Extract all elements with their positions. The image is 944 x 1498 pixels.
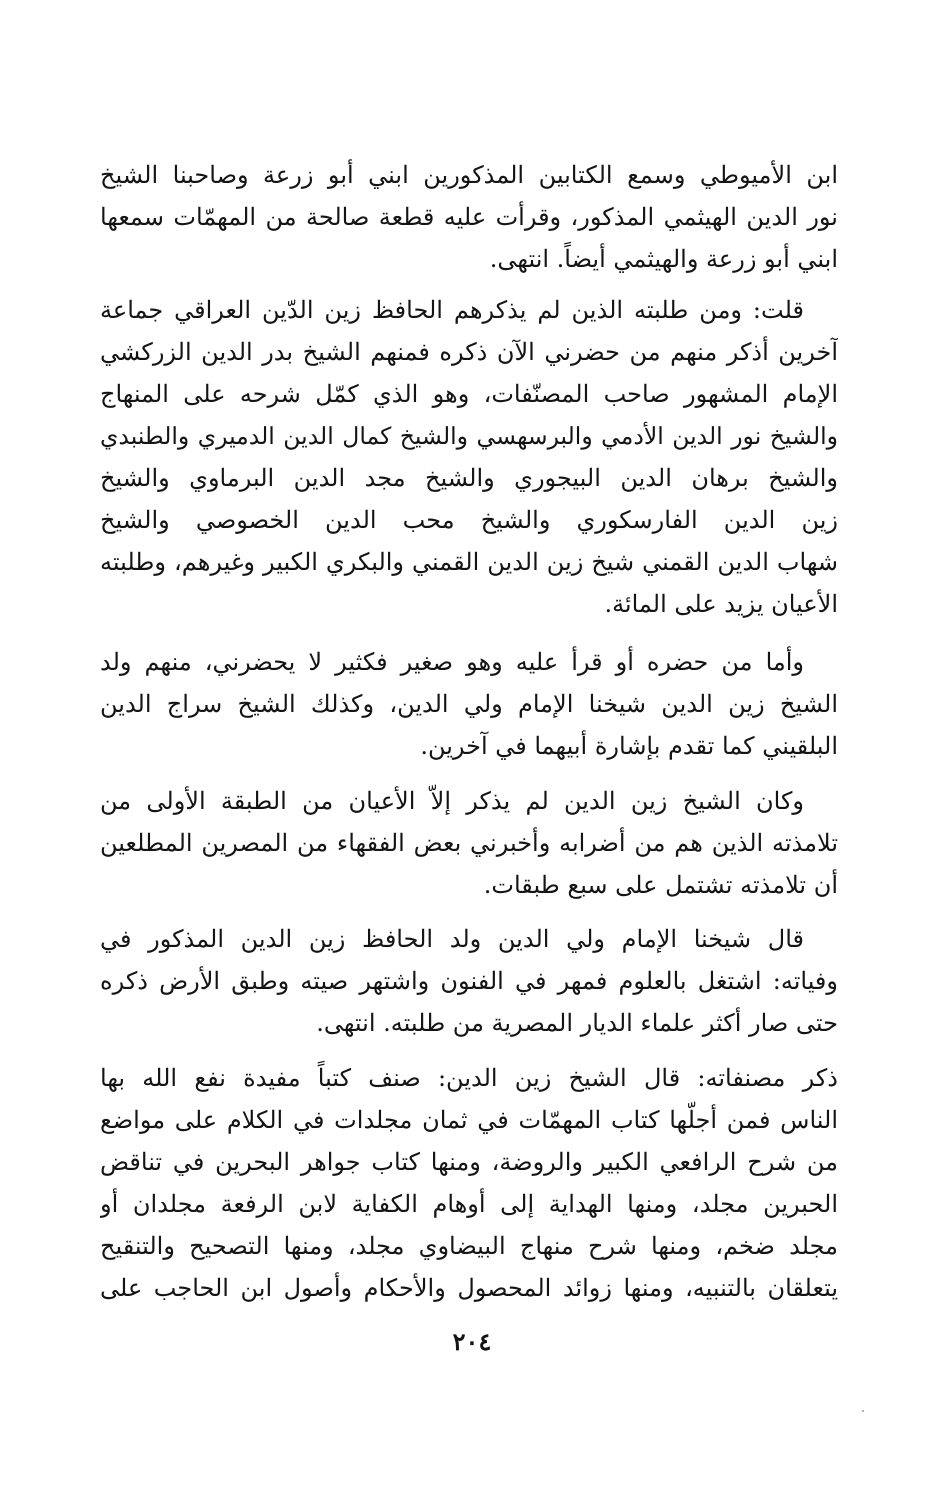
text-line: مجلد ضخم، ومنها شرح منهاج البيضاوي مجلد، ومنها التصحيح والتنقيح (100, 1232, 838, 1260)
text-line: قال شيخنا الإمام ولي الدين ولد الحافظ زين الدين المذكور في (100, 925, 804, 953)
paragraph-3 (100, 641, 838, 767)
text-line: أن تلامذته تشتمل على سبع طبقات. (483, 871, 838, 899)
text-line: من شرح الرافعي الكبير والروضة، ومنها كتاب جواهر البحرين في تناقض (100, 1148, 838, 1176)
paragraph-6 (100, 1057, 838, 1309)
page-number: ٢٠٤ (452, 1327, 492, 1356)
text-line: الإمام المشهور صاحب المصنّفات، وهو الذي كمّل شرحه على المنهاج (100, 380, 838, 408)
paragraph-1 (100, 154, 838, 280)
paragraph-4 (100, 780, 838, 906)
text-line: ابني أبو زرعة والهيثمي أيضاً. انتهى. (489, 245, 838, 273)
text-line: زين الدين الفارسكوري والشيخ محب الدين الخصوصي والشيخ (100, 506, 838, 534)
text-line: قلت: ومن طلبته الذين لم يذكرهم الحافظ زين الدّين العراقي جماعة (100, 296, 804, 324)
text-line: حتى صار أكثر علماء الديار المصرية من طلبته. انتهى. (316, 1009, 838, 1037)
text-line: وكان الشيخ زين الدين لم يذكر إلاّ الأعيان من الطبقة الأولى من (100, 787, 804, 815)
paragraph-5 (100, 918, 838, 1044)
text-line: آخرين أذكر منهم من حضرني الآن ذكره فمنهم الشيخ بدر الدين الزركشي (100, 338, 838, 366)
text-line: البلقيني كما تقدم بإشارة أبيهما في آخرين. (420, 732, 838, 760)
paragraph-2 (100, 289, 838, 625)
text-line: والشيخ برهان الدين البيجوري والشيخ مجد الدين البرماوي والشيخ (100, 464, 838, 492)
text-line: ابن الأميوطي وسمع الكتابين المذكورين ابني أبو زرعة وصاحبنا الشيخ (100, 161, 838, 189)
text-line: وفياته: اشتغل بالعلوم فمهر في الفنون واشتهر صيته وطبق الأرض ذكره (100, 967, 838, 995)
text-line: والشيخ نور الدين الأدمي والبرسهسي والشيخ كمال الدين الدميري والطنبدي (100, 422, 838, 450)
text-line: ذكر مصنفاته: قال الشيخ زين الدين: صنف كتباً مفيدة نفع الله بها (100, 1064, 838, 1092)
scan-speck (862, 1410, 864, 1412)
text-line: يتعلقان بالتنبيه، ومنها زوائد المحصول والأحكام وأصول ابن الحاجب على (100, 1274, 838, 1302)
text-line: الحبرين مجلد، ومنها الهداية إلى أوهام الكفاية لابن الرفعة مجلدان أو (100, 1190, 838, 1218)
text-line: الشيخ زين الدين شيخنا الإمام ولي الدين، وكذلك الشيخ سراج الدين (100, 690, 838, 718)
text-line: تلامذته الذين هم من أضرابه وأخبرني بعض الفقهاء من المصرين المطلعين (100, 829, 838, 857)
text-line: وأما من حضره أو قرأ عليه وهو صغير فكثير لا يحضرني، منهم ولد (100, 648, 804, 676)
text-line: نور الدين الهيثمي المذكور، وقرأت عليه قطعة صالحة من المهمّات سمعها (100, 203, 838, 231)
text-line: الناس فمن أجلّها كتاب المهمّات في ثمان مجلدات في الكلام على مواضع (100, 1106, 838, 1134)
text-line: الأعيان يزيد على المائة. (604, 590, 838, 618)
text-line: شهاب الدين القمني شيخ زين الدين القمني والبكري الكبير وغيرهم، وطلبته (100, 548, 838, 576)
